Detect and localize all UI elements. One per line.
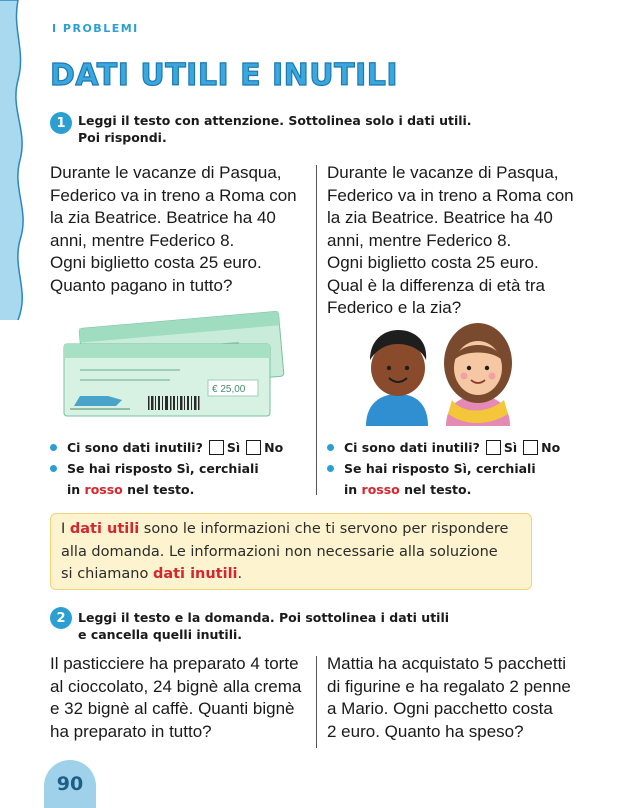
story-line: al cioccolato, 24 bignè alla crema — [50, 676, 302, 696]
exercise-1-left-story — [50, 162, 297, 297]
definition-box — [50, 513, 532, 590]
column-divider — [316, 656, 317, 748]
story-line: Federico e la zia? — [327, 298, 462, 317]
exercise-2-instruction — [78, 609, 449, 643]
no-checkbox[interactable] — [246, 440, 261, 455]
question-text: in — [67, 482, 81, 497]
question-text: Ci sono dati inutili? — [344, 440, 480, 455]
question-row-1 — [50, 437, 283, 458]
story-line: Mattia ha acquistato 5 pacchetti — [327, 654, 567, 673]
story-line: di figurine e ha regalato 2 penne — [327, 676, 571, 696]
exercise-2-instruction-line2: e cancella quelli inutili. — [78, 627, 243, 642]
exercise-2-number: 2 — [50, 607, 72, 629]
train-tickets-illustration — [60, 308, 290, 423]
bullet-icon — [327, 465, 334, 472]
story-line: la zia Beatrice. Beatrice ha 40 — [50, 208, 276, 227]
exercise-1-instruction-line1: Leggi il testo con attenzione. Sottolinea solo i dati utili. — [78, 113, 472, 128]
question-text: Se hai risposto Sì, cerchiali — [344, 461, 536, 476]
yes-label: Sì — [226, 440, 241, 455]
bullet-icon — [50, 444, 57, 451]
definition-text: I — [61, 521, 70, 537]
yes-label: Sì — [503, 440, 518, 455]
ticket-price: € 25,00 — [212, 384, 246, 395]
exercise-1-left-questions — [50, 437, 283, 500]
highlight-useless-data: dati inutili — [152, 566, 238, 582]
yes-checkbox[interactable] — [486, 440, 501, 455]
story-line: Qual è la differenza di età tra — [327, 275, 545, 295]
story-line: 2 euro. Quanto ha speso? — [327, 721, 524, 741]
section-label: I PROBLEMI — [52, 22, 139, 35]
story-line: anni, mentre Federico 8. — [327, 230, 512, 250]
exercise-1-instruction-line2: Poi rispondi. — [78, 130, 167, 145]
exercise-2-right-story — [327, 653, 571, 743]
story-line: Durante le vacanze di Pasqua, — [327, 163, 559, 182]
bullet-icon — [50, 465, 57, 472]
question-row-1 — [327, 437, 560, 458]
definition-text: . — [237, 566, 243, 582]
definition-text: sono le informazioni che ti servono per rispondere — [139, 521, 509, 537]
question-row-3 — [327, 479, 560, 500]
question-text: Ci sono dati inutili? — [67, 440, 203, 455]
exercise-1-right-questions — [327, 437, 560, 500]
question-text: nel testo. — [127, 482, 195, 497]
page-title: DATI UTILI E INUTILI — [50, 58, 399, 93]
question-row-3 — [50, 479, 283, 500]
decorative-wavy-edge — [0, 0, 40, 808]
story-line: Quanto pagano in tutto? — [50, 275, 233, 295]
highlight-useful-data: dati utili — [69, 521, 140, 537]
children-illustration — [358, 318, 523, 426]
story-line: Federico va in treno a Roma con — [327, 185, 574, 205]
column-divider — [316, 165, 317, 495]
exercise-1-right-story — [327, 162, 574, 320]
story-line: a Mario. Ogni pacchetto costa — [327, 699, 553, 718]
exercise-1-instruction — [78, 112, 472, 146]
page-number: 90 — [44, 760, 96, 808]
definition-line-2: alla domanda. Le informazioni non necessarie alla soluzione — [61, 543, 498, 560]
definition-text: si chiamano — [61, 566, 153, 582]
question-text: in — [344, 482, 358, 497]
exercise-1-number: 1 — [50, 112, 72, 134]
story-line: e 32 bignè al caffè. Quanti bignè — [50, 699, 295, 718]
exercise-2-instruction-line1: Leggi il testo e la domanda. Poi sottolinea i dati utili — [78, 610, 450, 625]
story-line: Federico va in treno a Roma con — [50, 185, 297, 205]
no-checkbox[interactable] — [523, 440, 538, 455]
red-word: rosso — [361, 482, 400, 497]
exercise-2-left-story — [50, 653, 301, 743]
definition-line-1 — [61, 518, 521, 541]
question-text: nel testo. — [404, 482, 472, 497]
story-line: la zia Beatrice. Beatrice ha 40 — [327, 208, 553, 227]
story-line: anni, mentre Federico 8. — [50, 230, 235, 250]
bullet-icon — [327, 444, 334, 451]
yes-checkbox[interactable] — [209, 440, 224, 455]
story-line: ha preparato in tutto? — [50, 721, 212, 741]
question-text: Se hai risposto Sì, cerchiali — [67, 461, 259, 476]
question-row-2 — [50, 458, 283, 479]
question-row-2 — [327, 458, 560, 479]
story-line: Il pasticciere ha preparato 4 torte — [50, 654, 299, 673]
story-line: Ogni biglietto costa 25 euro. — [327, 253, 539, 272]
no-label: No — [541, 440, 561, 455]
red-word: rosso — [84, 482, 123, 497]
no-label: No — [264, 440, 284, 455]
story-line: Ogni biglietto costa 25 euro. — [50, 253, 262, 272]
definition-line-3 — [61, 563, 521, 586]
story-line: Durante le vacanze di Pasqua, — [50, 163, 282, 182]
